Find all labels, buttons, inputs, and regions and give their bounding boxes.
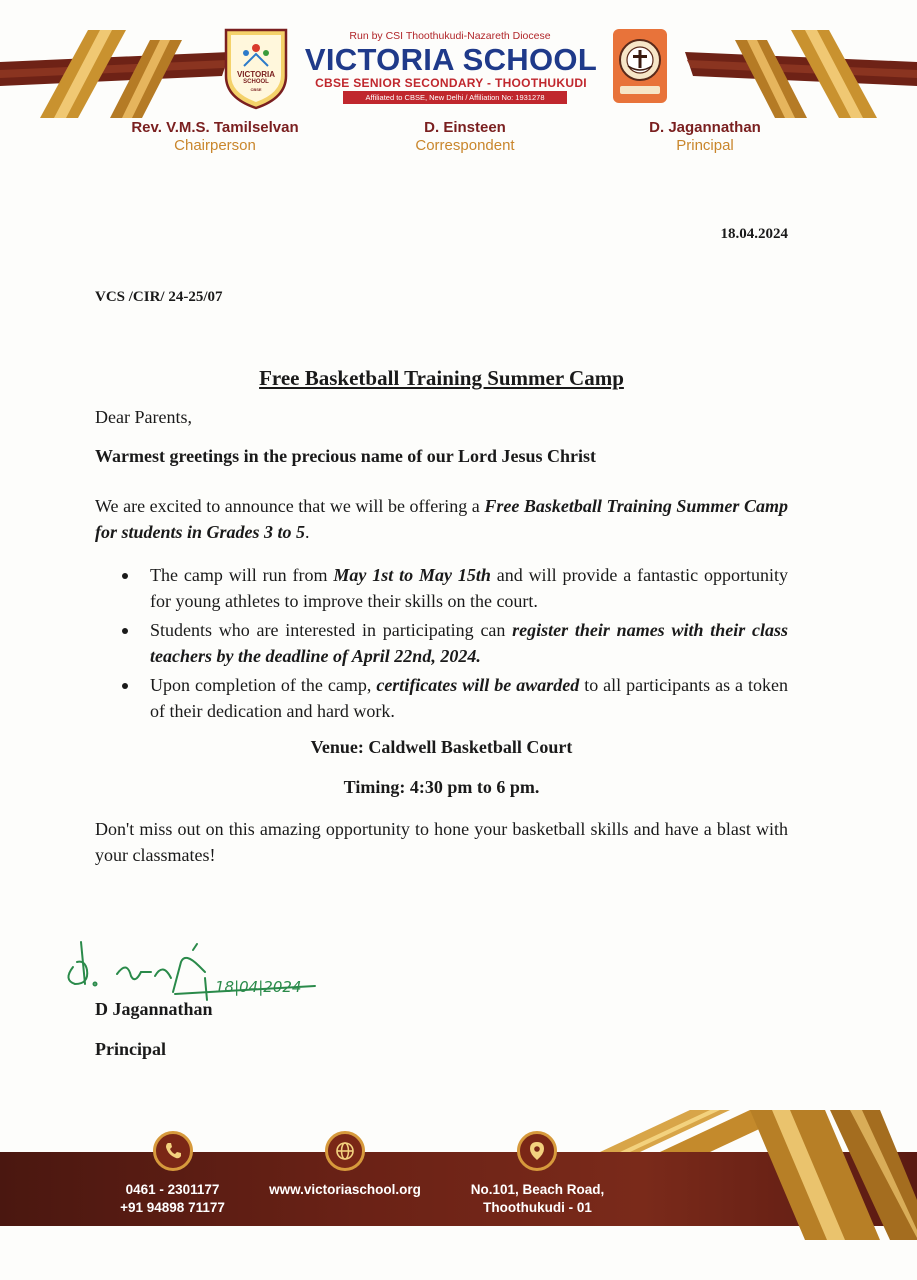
list-item: [95, 562, 788, 614]
logo-text-line1: VICTORIA: [236, 70, 276, 79]
footer-address: [455, 1181, 620, 1217]
affiliation-banner: Affiliated to CBSE, New Delhi / Affiliation No: 1931278: [343, 91, 567, 104]
footer-phone: [100, 1181, 245, 1217]
principal-name: D. Jagannathan: [649, 119, 761, 136]
details-list: [95, 562, 788, 727]
school-name: VICTORIA SCHOOL: [304, 42, 598, 77]
chairperson-block: [100, 119, 330, 154]
intro-text: We are excited to announce that we will be offering a: [95, 496, 485, 516]
phone-landline: 0461 - 2301177: [125, 1182, 220, 1197]
list-item: [95, 617, 788, 669]
intro-paragraph: [95, 493, 788, 545]
correspondent-block: [365, 119, 565, 154]
signatory-name: D Jagannathan: [95, 999, 213, 1019]
bullet-text-end: and will provide a fantastic opportunity for young athletes to improve their skills on the court.: [150, 565, 788, 611]
greeting: Warmest greetings in the precious name of our Lord Jesus Christ: [95, 446, 596, 466]
correspondent-name: D. Einsteen: [424, 119, 506, 136]
correspondent-role: Correspondent: [415, 137, 515, 154]
venue-line: Venue: Caldwell Basketball Court: [310, 737, 573, 757]
closing-paragraph: Don't miss out on this amazing opportunity to hone your basketball skills and have a blast with your classmates!: [95, 819, 788, 865]
phone-mobile: +91 94898 71177: [120, 1200, 225, 1215]
header-ribbon-right: [685, 20, 917, 130]
diocese-crest: [612, 28, 668, 104]
chairperson-name: Rev. V.M.S. Tamilselvan: [131, 119, 299, 136]
timing-line: Timing: 4:30 pm to 6 pm.: [343, 777, 540, 797]
logo-text-line3: CBSE: [250, 87, 262, 92]
footer-website: www.victoriaschool.org: [269, 1182, 421, 1197]
header-ribbon-left: [0, 20, 230, 130]
bullet-text-end: to all participants as a token of their dedication and hard work.: [150, 675, 789, 721]
school-subtitle: CBSE SENIOR SECONDARY - THOOTHUKUDI: [315, 76, 587, 90]
address-line-1: No.101, Beach Road,: [470, 1182, 605, 1197]
footer-ribbon: [600, 1110, 917, 1260]
run-by-text: Run by CSI Thoothukudi-Nazareth Diocese: [349, 30, 551, 42]
circular-reference: VCS /CIR/ 24-25/07: [95, 289, 223, 305]
bullet-icon: [122, 628, 128, 634]
intro-emphasis: Free Basketball Training Summer Camp for students in Grades 3 to 5: [95, 496, 788, 542]
principal-signature: [55, 932, 330, 1007]
principal-block: [620, 119, 790, 154]
bullet-text: The camp will run from: [150, 565, 334, 585]
location-pin-icon: [517, 1131, 557, 1171]
signatory-role: Principal: [95, 1039, 166, 1059]
globe-icon: [325, 1131, 365, 1171]
bullet-text: Upon completion of the camp,: [150, 675, 377, 695]
salutation: Dear Parents,: [95, 407, 192, 427]
school-logo: [222, 26, 290, 110]
phone-icon: [153, 1131, 193, 1171]
circular-title: Free Basketball Training Summer Camp: [259, 366, 624, 390]
principal-role: Principal: [676, 137, 734, 154]
address-line-2: Thoothukudi - 01: [483, 1200, 592, 1215]
bullet-text: Students who are interested in participating can: [150, 620, 513, 640]
intro-end: .: [305, 522, 310, 542]
logo-text-line2: SCHOOL: [243, 79, 269, 85]
bullet-emphasis: register their names with their class teachers by the deadline of April 22nd, 2024.: [150, 620, 788, 666]
chairperson-role: Chairperson: [174, 137, 256, 154]
signature-date: 18|04|2024: [215, 978, 302, 996]
bullet-emphasis: May 1st to May 15th: [333, 565, 491, 585]
bullet-icon: [122, 683, 128, 689]
bullet-emphasis: certificates will be awarded: [376, 675, 580, 695]
letter-date: 18.04.2024: [720, 226, 788, 242]
list-item: [95, 672, 788, 724]
bullet-icon: [122, 573, 128, 579]
